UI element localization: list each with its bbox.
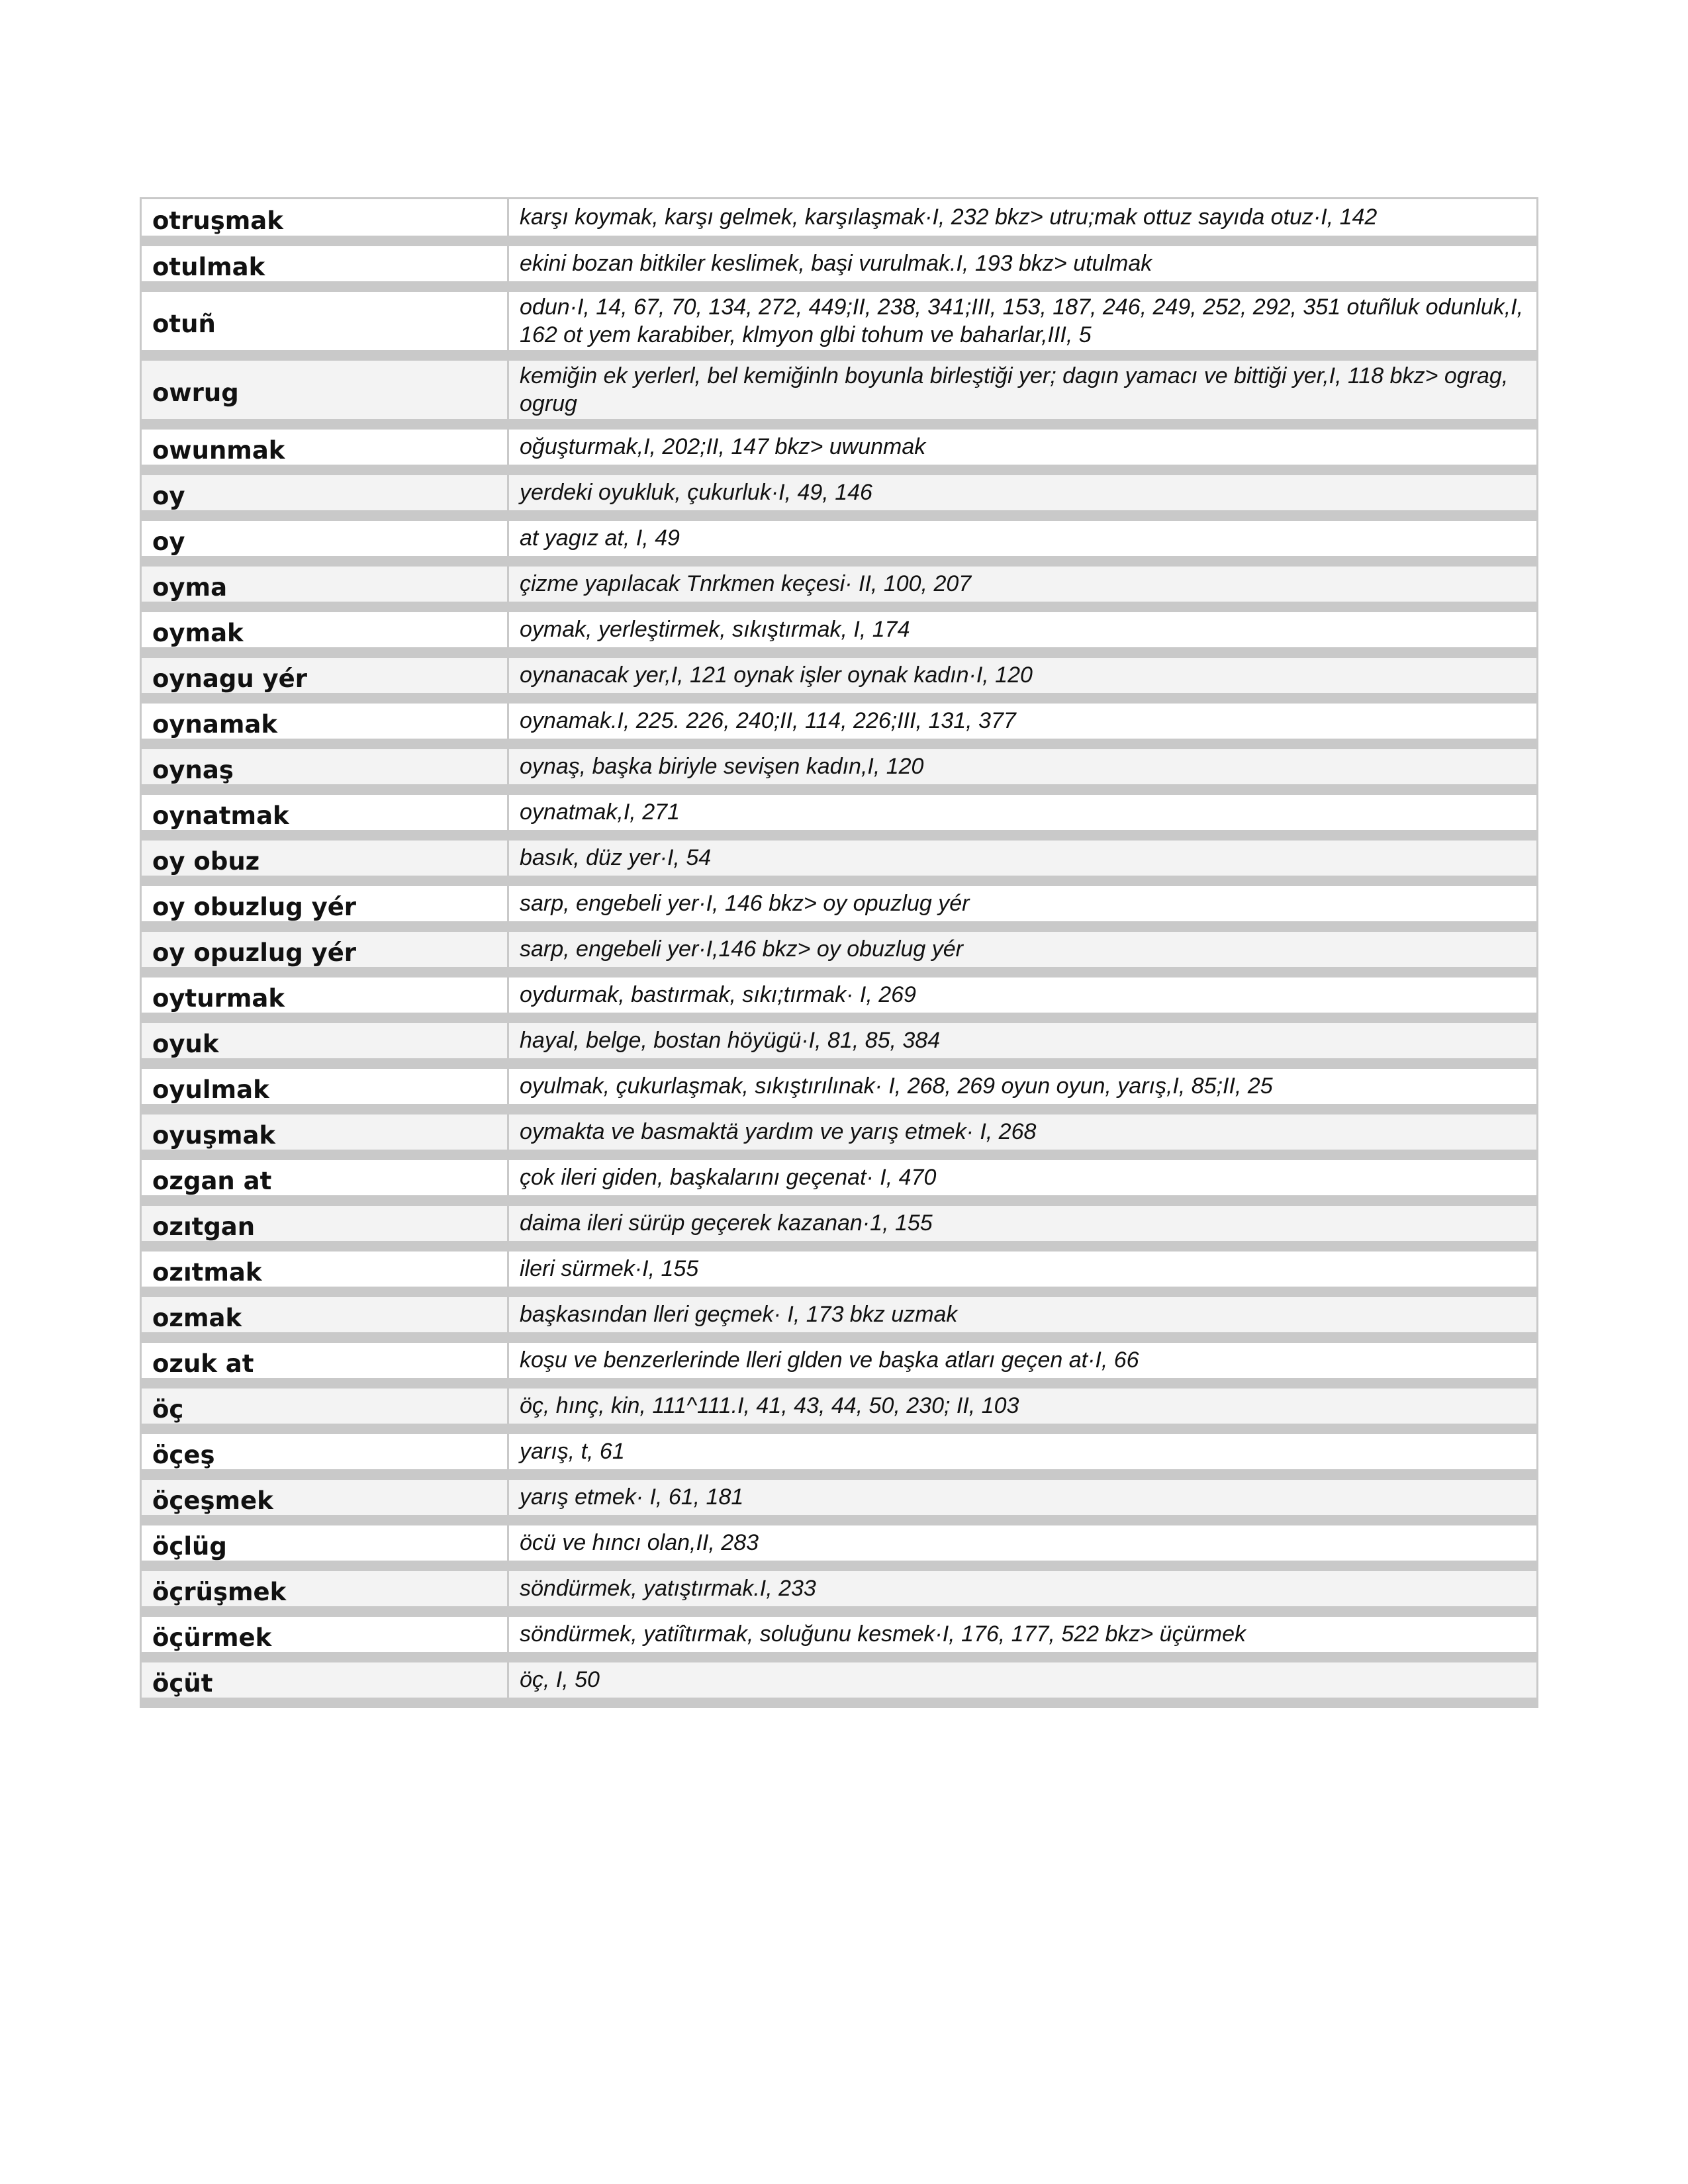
table-row bbox=[141, 1155, 1538, 1201]
entry-definition: sarp, engebeli yer·I,146 bkz> oy obuzlug yér bbox=[508, 927, 1538, 972]
table-row bbox=[141, 1064, 1538, 1109]
table-row bbox=[141, 1612, 1538, 1657]
entry-definition: odun·I, 14, 67, 70, 134, 272, 449;II, 238, 341;III, 153, 187, 246, 249, 252, 292, 351 otuñluk odunluk,I, 162 ot yem karabiber, klmyon glbi tohum ve baharlar,III, 5 bbox=[508, 287, 1538, 355]
entry-term: otuñ bbox=[141, 287, 508, 355]
entry-definition: oynamak.I, 225. 226, 240;II, 114, 226;III, 131, 377 bbox=[508, 698, 1538, 744]
entry-term: oy bbox=[141, 470, 508, 516]
entry-term: owunmak bbox=[141, 424, 508, 470]
entry-term: oynagu yér bbox=[141, 653, 508, 698]
entry-term: oyuk bbox=[141, 1018, 508, 1064]
entry-definition: basık, düz yer·I, 54 bbox=[508, 835, 1538, 881]
table-row bbox=[141, 241, 1538, 287]
table-row bbox=[141, 561, 1538, 607]
table-row bbox=[141, 881, 1538, 927]
table-row bbox=[141, 1475, 1538, 1520]
table-row bbox=[141, 972, 1538, 1018]
entry-term: oyuşmak bbox=[141, 1109, 508, 1155]
entry-definition: oynanacak yer,I, 121 oynak işler oynak kadın·I, 120 bbox=[508, 653, 1538, 698]
table-row bbox=[141, 835, 1538, 881]
entry-definition: oynatmak,I, 271 bbox=[508, 790, 1538, 835]
entry-definition: başkasından lleri geçmek· I, 173 bkz uzmak bbox=[508, 1292, 1538, 1338]
entry-definition: koşu ve benzerlerinde lleri glden ve başka atları geçen at·I, 66 bbox=[508, 1338, 1538, 1383]
entry-term: oynamak bbox=[141, 698, 508, 744]
entry-definition: çizme yapılacak Tnrkmen keçesi· II, 100, 207 bbox=[508, 561, 1538, 607]
entry-definition: ekini bozan bitkiler keslimek, başi vurulmak.I, 193 bkz> utulmak bbox=[508, 241, 1538, 287]
table-row bbox=[141, 1246, 1538, 1292]
table-row bbox=[141, 470, 1538, 516]
table-row bbox=[141, 1566, 1538, 1612]
entry-term: öçlüg bbox=[141, 1520, 508, 1566]
entry-term: ozmak bbox=[141, 1292, 508, 1338]
table-row bbox=[141, 1520, 1538, 1566]
entry-definition: yarış etmek· I, 61, 181 bbox=[508, 1475, 1538, 1520]
entry-definition: oğuşturmak,I, 202;II, 147 bkz> uwunmak bbox=[508, 424, 1538, 470]
table-row bbox=[141, 1657, 1538, 1703]
entry-term: öçeşmek bbox=[141, 1475, 508, 1520]
entry-definition: çok ileri giden, başkalarını geçenat· I, 470 bbox=[508, 1155, 1538, 1201]
table-row bbox=[141, 607, 1538, 653]
entry-term: otulmak bbox=[141, 241, 508, 287]
entry-term: oy obuz bbox=[141, 835, 508, 881]
entry-definition: ileri sürmek·I, 155 bbox=[508, 1246, 1538, 1292]
table-row bbox=[141, 1338, 1538, 1383]
table-row bbox=[141, 199, 1538, 241]
entry-term: oynatmak bbox=[141, 790, 508, 835]
dictionary-body bbox=[141, 199, 1538, 1703]
table-row bbox=[141, 927, 1538, 972]
table-row bbox=[141, 355, 1538, 424]
entry-term: owrug bbox=[141, 355, 508, 424]
entry-definition: oynaş, başka biriyle sevişen kadın,I, 120 bbox=[508, 744, 1538, 790]
entry-term: oyturmak bbox=[141, 972, 508, 1018]
entry-term: otruşmak bbox=[141, 199, 508, 241]
entry-term: oynaş bbox=[141, 744, 508, 790]
table-row bbox=[141, 287, 1538, 355]
entry-term: öçüt bbox=[141, 1657, 508, 1703]
table-row bbox=[141, 698, 1538, 744]
entry-definition: karşı koymak, karşı gelmek, karşılaşmak·I, 232 bkz> utru;mak ottuz sayıda otuz·I, 142 bbox=[508, 199, 1538, 241]
entry-term: oy bbox=[141, 516, 508, 561]
table-row bbox=[141, 1292, 1538, 1338]
entry-definition: oymakta ve basmaktä yardım ve yarış etmek· I, 268 bbox=[508, 1109, 1538, 1155]
entry-term: oyulmak bbox=[141, 1064, 508, 1109]
entry-term: öç bbox=[141, 1383, 508, 1429]
entry-definition: öcü ve hıncı olan,II, 283 bbox=[508, 1520, 1538, 1566]
table-row bbox=[141, 790, 1538, 835]
table-row bbox=[141, 744, 1538, 790]
entry-definition: oymak, yerleştirmek, sıkıştırmak, I, 174 bbox=[508, 607, 1538, 653]
entry-definition: oydurmak, bastırmak, sıkı;tırmak· I, 269 bbox=[508, 972, 1538, 1018]
table-row bbox=[141, 1383, 1538, 1429]
dictionary-table bbox=[140, 197, 1538, 1708]
entry-definition: yerdeki oyukluk, çukurluk·I, 49, 146 bbox=[508, 470, 1538, 516]
entry-definition: hayal, belge, bostan höyügü·I, 81, 85, 384 bbox=[508, 1018, 1538, 1064]
entry-definition: yarış, t, 61 bbox=[508, 1429, 1538, 1475]
entry-definition: sarp, engebeli yer·I, 146 bkz> oy opuzlug yér bbox=[508, 881, 1538, 927]
table-row bbox=[141, 653, 1538, 698]
entry-definition: söndürmek, yatıştırmak.I, 233 bbox=[508, 1566, 1538, 1612]
table-row bbox=[141, 1201, 1538, 1246]
entry-term: öçürmek bbox=[141, 1612, 508, 1657]
entry-term: oy obuzlug yér bbox=[141, 881, 508, 927]
table-row bbox=[141, 516, 1538, 561]
table-row bbox=[141, 1429, 1538, 1475]
entry-term: ozıtmak bbox=[141, 1246, 508, 1292]
entry-term: ozuk at bbox=[141, 1338, 508, 1383]
entry-term: öçrüşmek bbox=[141, 1566, 508, 1612]
entry-definition: at yagız at, I, 49 bbox=[508, 516, 1538, 561]
entry-term: ozıtgan bbox=[141, 1201, 508, 1246]
entry-term: oy opuzlug yér bbox=[141, 927, 508, 972]
entry-term: oyma bbox=[141, 561, 508, 607]
entry-definition: daima ileri sürüp geçerek kazanan·1, 155 bbox=[508, 1201, 1538, 1246]
entry-definition: öç, I, 50 bbox=[508, 1657, 1538, 1703]
entry-term: ozgan at bbox=[141, 1155, 508, 1201]
entry-definition: öç, hınç, kin, 111^111.I, 41, 43, 44, 50, 230; II, 103 bbox=[508, 1383, 1538, 1429]
entry-definition: kemiğin ek yerlerl, bel kemiğinln boyunla birleştiği yer; dagın yamacı ve bittiği yer,I, 118 bkz> ograg, ogrug bbox=[508, 355, 1538, 424]
entry-term: öçeş bbox=[141, 1429, 508, 1475]
entry-definition: oyulmak, çukurlaşmak, sıkıştırılınak· I, 268, 269 oyun oyun, yarış,I, 85;II, 25 bbox=[508, 1064, 1538, 1109]
table-row bbox=[141, 424, 1538, 470]
entry-definition: söndürmek, yatiîtırmak, soluğunu kesmek·I, 176, 177, 522 bkz> üçürmek bbox=[508, 1612, 1538, 1657]
table-row bbox=[141, 1018, 1538, 1064]
table-row bbox=[141, 1109, 1538, 1155]
entry-term: oymak bbox=[141, 607, 508, 653]
